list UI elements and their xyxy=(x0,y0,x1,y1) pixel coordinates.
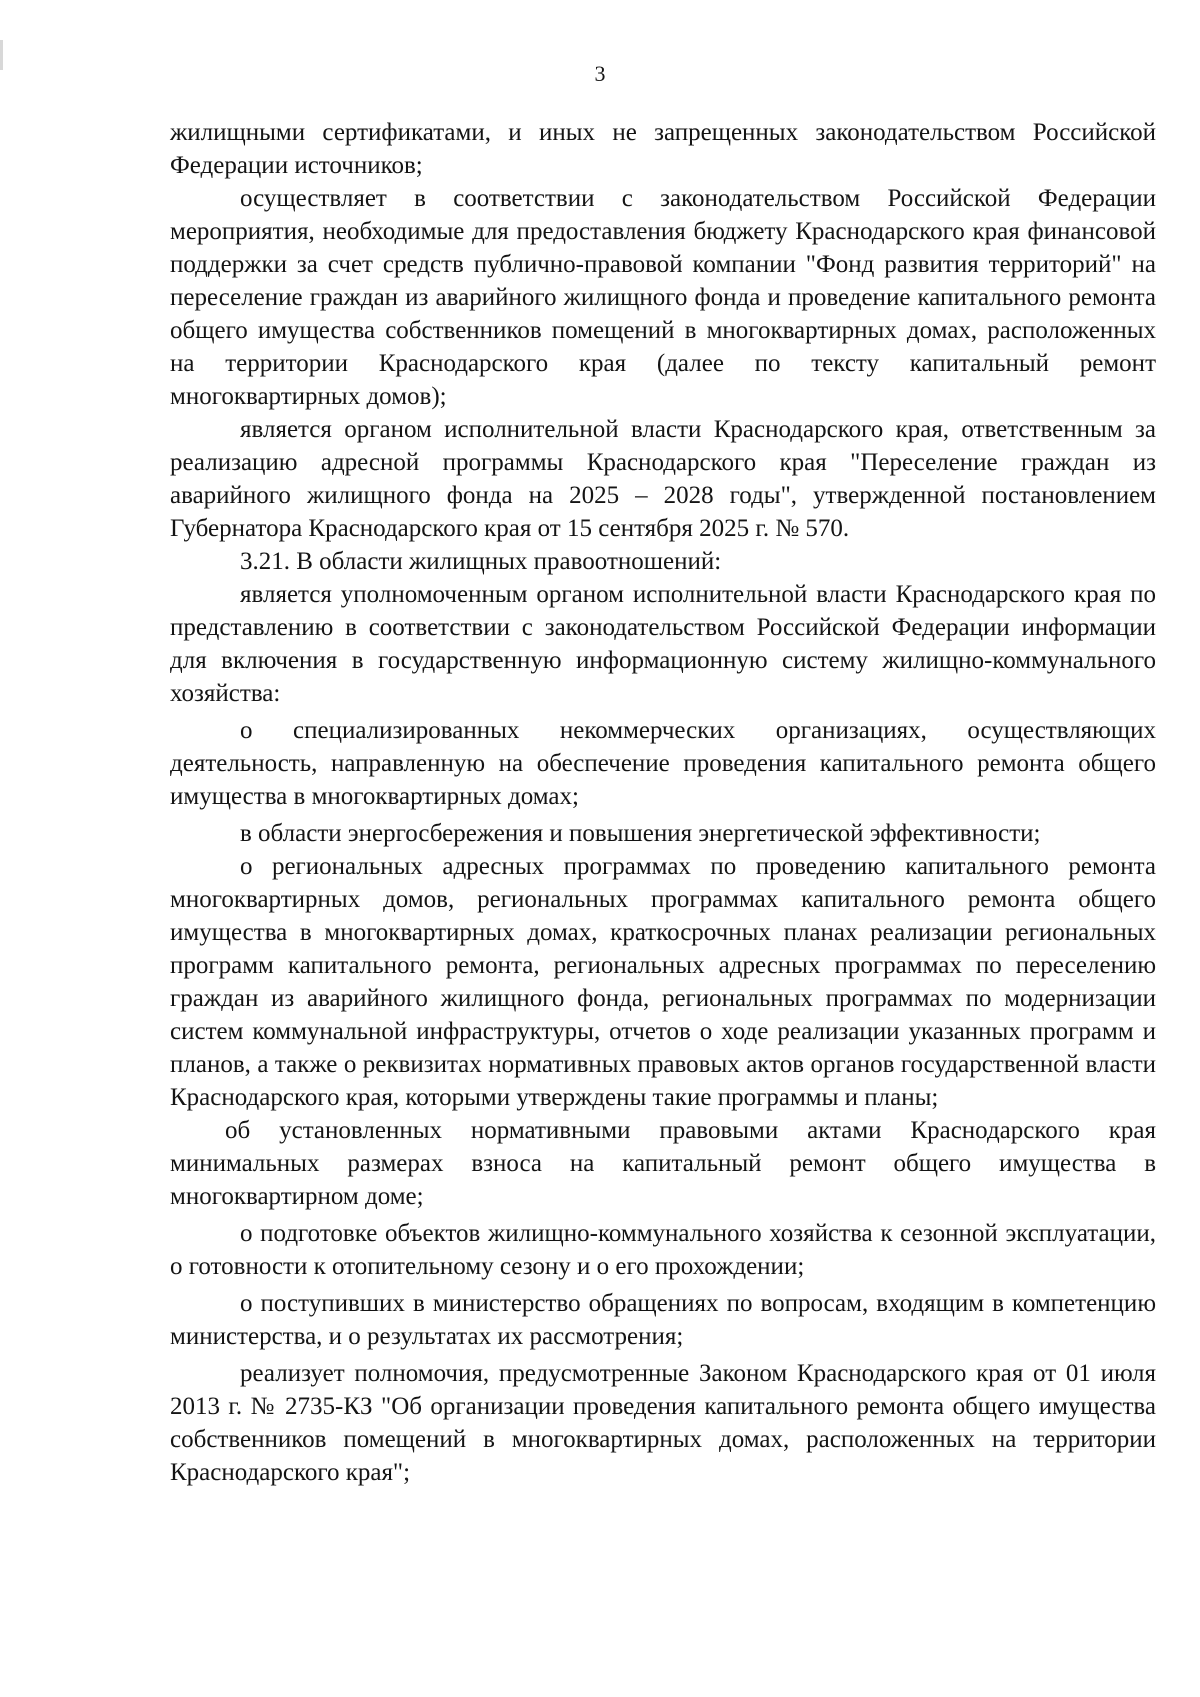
list-item-citizen-appeals: о поступивших в министерство обращениях по вопросам, входящим в компетенцию министерства, и о результатах их рассмотрения; xyxy=(170,1290,1156,1350)
paragraph-resettlement-program: является органом исполнительной власти Краснодарского края, ответственным за реализацию адресной программы Краснодарского края "Переселение граждан из аварийного жилищного фонда на 2025 – 2028 годы", утвержденной постановлением Губернатора Краснодарского края от 15 сентября 2025 г. № 570. xyxy=(170,416,1156,542)
paragraph-financial-support: осуществляет в соответствии с законодательством Российской Федерации мероприятия, необходимые для предоставления бюджету Краснодарского края финансовой поддержки за счет средств публично-правовой компании "Фонд развития территорий" на переселение граждан из аварийного жилищного фонда и проведение капитального ремонта общего имущества собственников помещений в многоквартирных домах, расположенных на территории Краснодарского края (далее по тексту капитальный ремонт многоквартирных домов); xyxy=(170,185,1156,410)
list-item-seasonal-preparation: о подготовке объектов жилищно-коммунального хозяйства к сезонной эксплуатации, о готовности к отопительному сезону и о его прохождении; xyxy=(170,1220,1156,1280)
paragraph-authorized-body: является уполномоченным органом исполнительной власти Краснодарского края по представлению в соответствии с законодательством Российской Федерации информации для включения в государственную информационную систему жилищно-коммунального хозяйства: xyxy=(170,581,1156,707)
list-item-nonprofit-organizations: о специализированных некоммерческих организациях, осуществляющих деятельность, направленную на обеспечение проведения капитального ремонта общего имущества в многоквартирных домах; xyxy=(170,717,1156,810)
paragraph-continuation: жилищными сертификатами, и иных не запрещенных законодательством Российской Федерации источников; xyxy=(170,119,1156,179)
list-item-energy-saving: в области энергосбережения и повышения энергетической эффективности; xyxy=(240,820,1041,847)
list-item-regional-programs: о региональных адресных программах по проведению капитального ремонта многоквартирных домов, региональных программах капитального ремонта общего имущества в многоквартирных домах, краткосрочных планах реализации региональных программ капитального ремонта, региональных адресных программах по переселению граждан из аварийного жилищного фонда, региональных программах по модернизации систем коммунальной инфраструктуры, отчетов о ходе реализации указанных программ и планов, а также о реквизитах нормативных правовых актов органов государственной власти Краснодарского края, которыми утверждены такие программы и планы; xyxy=(170,853,1156,1111)
section-heading-3-21: 3.21. В области жилищных правоотношений: xyxy=(240,548,722,575)
document-body xyxy=(170,116,1156,1489)
paragraph-regional-law-powers: реализует полномочия, предусмотренные Законом Краснодарского края от 01 июля 2013 г. № 2735-КЗ "Об организации проведения капитального ремонта общего имущества собственников помещений в многоквартирных домах, расположенных на территории Краснодарского края"; xyxy=(170,1360,1156,1486)
page-number: 3 xyxy=(594,61,606,86)
list-item-minimum-contribution: об установленных нормативными правовыми актами Краснодарского края минимальных размерах взноса на капитальный ремонт общего имущества в многоквартирном доме; xyxy=(170,1117,1156,1210)
